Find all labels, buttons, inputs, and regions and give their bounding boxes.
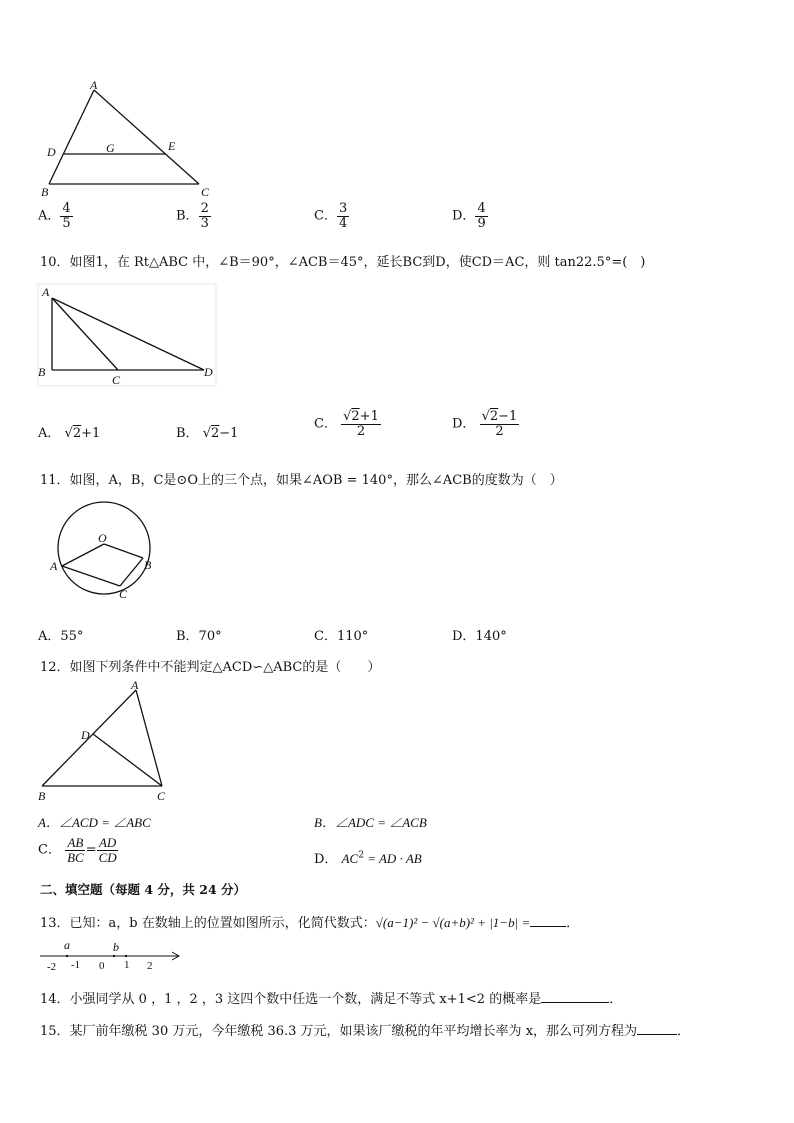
q14-text: 14．小强同学从 0 ，1 ，2 ，3 这四个数中任选一个数，满足不等式 x+1<2 的概率是 ．: [40, 992, 623, 1007]
q13-number-line: [38, 938, 188, 974]
q10-text: 10．如图1，在 Rt△ABC 中，∠B＝90°，∠ACB＝45°，延长BC到D，使CD＝AC，则 tan22.5°=( ): [40, 255, 646, 270]
q12-label-c: C: [157, 789, 166, 803]
sqrt-icon: √: [343, 409, 352, 424]
q12-label-d: D: [81, 728, 90, 742]
q14-answer-blank[interactable]: [541, 990, 609, 1003]
q13-tick-2: 2: [147, 960, 153, 972]
section-2-heading: 二、填空题（每题 4 分，共 24 分）: [40, 882, 247, 897]
q10-label-b: B: [38, 365, 46, 379]
q13-axis-a: a: [64, 938, 70, 952]
q13-answer-blank[interactable]: [530, 914, 566, 927]
q9-option-d-fraction: $\frac{4}{9}$: [477, 201, 486, 231]
q10-option-c[interactable]: C． $\frac{√2+1}{2}$: [314, 409, 379, 439]
q13-text: 13．已知：a，b 在数轴上的位置如图所示，化简代数式：√(a−1)² − √(a+b)² + |1−b| = ．: [40, 915, 580, 931]
q9-label-b: B: [41, 185, 49, 199]
q9-label-e: E: [168, 139, 176, 153]
q11-option-c[interactable]: C．110°: [314, 629, 369, 644]
q11-label-a: A: [50, 559, 58, 573]
q11-label-b: B: [144, 558, 152, 572]
q9-option-a-fraction: $\frac{4}{5}$: [62, 201, 71, 231]
q13-tick-neg2: -2: [47, 961, 57, 973]
q9-label-a: A: [90, 78, 98, 92]
q10-label-d: D: [204, 365, 213, 379]
q12-option-a[interactable]: A．∠ACD = ∠ABC: [38, 815, 151, 830]
q9-option-b[interactable]: B． $\frac{2}{3}$: [176, 201, 209, 231]
q10-right-triangle-figure: [34, 282, 220, 390]
q11-label-o: O: [98, 531, 107, 545]
q9-label-g: G: [106, 141, 115, 155]
sqrt-icon: √: [481, 409, 490, 424]
q13-tick-1: 1: [124, 959, 130, 971]
q10-label-c: C: [112, 373, 121, 387]
q10-option-a[interactable]: A． √2+1: [38, 426, 101, 441]
q15-text: 15．某厂前年缴税 30 万元，今年缴税 36.3 万元，如果该厂缴税的年平均增长率为 x，那么可列方程为 ．: [40, 1024, 691, 1039]
q12-label-a: A: [131, 678, 139, 692]
q9-label-d: D: [47, 145, 56, 159]
q9-option-c[interactable]: C． $\frac{3}{4}$: [314, 201, 348, 231]
q9-label-c: C: [201, 185, 210, 199]
q9-option-b-fraction: $\frac{2}{3}$: [200, 201, 209, 231]
q10-option-b[interactable]: B． √2−1: [176, 426, 239, 441]
q12-text: 12．如图下列条件中不能判定△ACD∽△ABC的是（ ）: [40, 660, 381, 675]
sqrt-icon: √: [64, 426, 73, 441]
q13-axis-b: b: [113, 940, 119, 954]
q12-option-d[interactable]: D． $AC^2$ = AD · AB: [314, 850, 422, 867]
q9-triangle-figure: [38, 78, 218, 200]
q13-tick-0: 0: [99, 960, 105, 972]
q10-option-d[interactable]: D． $\frac{√2-1}{2}$: [452, 409, 518, 439]
q12-option-b[interactable]: B．∠ADC = ∠ACB: [314, 815, 427, 830]
q12-option-c[interactable]: C． $\frac{AB}{BC}$ = $\frac{AD}{CD}$: [38, 835, 117, 865]
q11-label-c: C: [119, 587, 128, 601]
q9-option-c-fraction: $\frac{3}{4}$: [338, 201, 348, 231]
q11-option-d[interactable]: D．140°: [452, 629, 507, 644]
q12-triangle-figure: [34, 678, 174, 804]
q9-option-d[interactable]: D． $\frac{4}{9}$: [452, 201, 486, 231]
q15-answer-blank[interactable]: [637, 1022, 677, 1035]
sqrt-icon: √: [202, 426, 211, 441]
q13-expression: √(a−1)² − √(a+b)² + |1−b| =: [375, 915, 531, 930]
q11-option-a[interactable]: A．55°: [38, 629, 84, 644]
q12-label-b: B: [38, 789, 46, 803]
q11-circle-figure: [46, 498, 166, 604]
q13-tick-neg1: -1: [71, 959, 81, 971]
q10-label-a: A: [42, 285, 50, 299]
q9-option-a[interactable]: A． $\frac{4}{5}$: [38, 201, 71, 231]
q11-option-b[interactable]: B．70°: [176, 629, 222, 644]
q11-text: 11．如图，A，B，C是⊙O上的三个点，如果∠AOB = 140°，那么∠ACB的度数为（ ）: [40, 473, 563, 488]
